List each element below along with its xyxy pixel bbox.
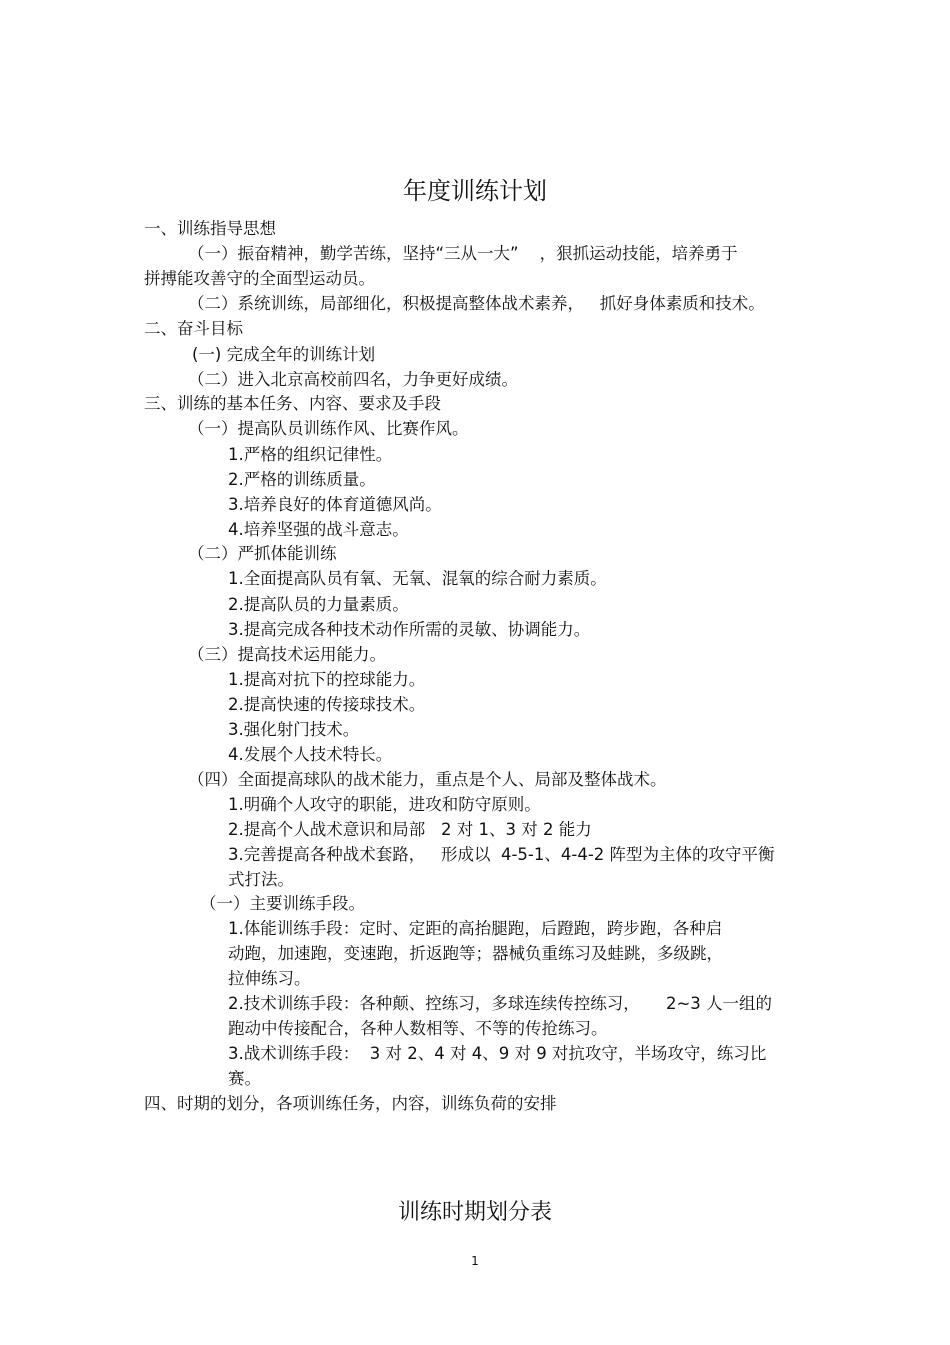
section-heading: 二、奋斗目标 (144, 319, 243, 338)
subsection-heading: （一）提高队员训练作风、比赛作风。 (188, 419, 469, 438)
subsection-heading: （二）严抓体能训练 (188, 544, 337, 563)
page-number: 1 (471, 1254, 479, 1268)
subsection-heading: （二）进入北京高校前四名，力争更好成绩。 (188, 370, 518, 389)
list-item: 3.完善提高各种战术套路， 形成以 4-5-1、4-4-2 阵型为主体的攻守平衡 (228, 845, 775, 864)
document-title: 年度训练计划 (403, 177, 547, 205)
list-item: 2.提高队员的力量素质。 (228, 595, 409, 614)
subsection-heading: （一）主要训练手段。 (200, 894, 365, 913)
list-item: 2.严格的训练质量。 (228, 470, 376, 489)
list-item: 4.培养坚强的战斗意志。 (228, 520, 409, 539)
list-item: 3.培养良好的体育道德风尚。 (228, 495, 442, 514)
subsection-heading: (一) 完成全年的训练计划 (192, 345, 376, 364)
list-item: 2.提高个人战术意识和局部 2 对 1、3 对 2 能力 (228, 820, 592, 839)
list-item: 4.发展个人技术特长。 (228, 745, 393, 764)
list-item: 1.严格的组织记律性。 (228, 445, 393, 464)
section-heading: 四、时期的划分，各项训练任务，内容，训练负荷的安排 (144, 1094, 557, 1113)
paragraph-line: （一）振奋精神，勤学苦练，坚持“三从一大” ，狠抓运动技能，培养勇于 (188, 244, 738, 263)
list-item: 3.提高完成各种技术动作所需的灵敏、协调能力。 (228, 620, 591, 639)
table-title: 训练时期划分表 (397, 1200, 552, 1225)
subsection-heading: （四）全面提高球队的战术能力，重点是个人、局部及整体战术。 (188, 770, 667, 789)
list-item: 1.明确个人攻守的职能，进攻和防守原则。 (228, 795, 541, 814)
paragraph-line: 拼搏能攻善守的全面型运动员。 (144, 269, 375, 288)
subsection-heading: （三）提高技术运用能力。 (188, 645, 386, 664)
list-item-continuation: 跑动中传接配合，各种人数相等、不等的传抢练习。 (228, 1019, 608, 1038)
list-item: 1.体能训练手段：定时、定距的高抬腿跑，后蹬跑，跨步跑，各种启 (228, 919, 723, 938)
list-item: 1.全面提高队员有氧、无氧、混氧的综合耐力素质。 (228, 569, 607, 588)
list-item-continuation: 动跑，加速跑，变速跑，折返跑等；器械负重练习及蛙跳，多级跳， (228, 944, 723, 963)
list-item-continuation: 拉伸练习。 (228, 969, 311, 988)
list-item: 3.强化射门技术。 (228, 720, 360, 739)
list-item-continuation: 式打法。 (228, 870, 294, 889)
list-item: 2.提高快速的传接球技术。 (228, 695, 426, 714)
section-heading: 一、训练指导思想 (144, 219, 276, 238)
section-heading: 三、训练的基本任务、内容、要求及手段 (144, 394, 441, 413)
paragraph-line: （二）系统训练，局部细化，积极提高整体战术素养， 抓好身体素质和技术。 (188, 294, 765, 313)
list-item: 3.战术训练手段： 3 对 2、4 对 4、9 对 9 对抗攻守，半场攻守，练习比 (228, 1044, 767, 1063)
list-item: 1.提高对抗下的控球能力。 (228, 670, 426, 689)
list-item-continuation: 赛。 (228, 1069, 261, 1088)
list-item: 2.技术训练手段：各种颠、控练习，多球连续传控练习， 2~3 人一组的 (228, 994, 773, 1013)
